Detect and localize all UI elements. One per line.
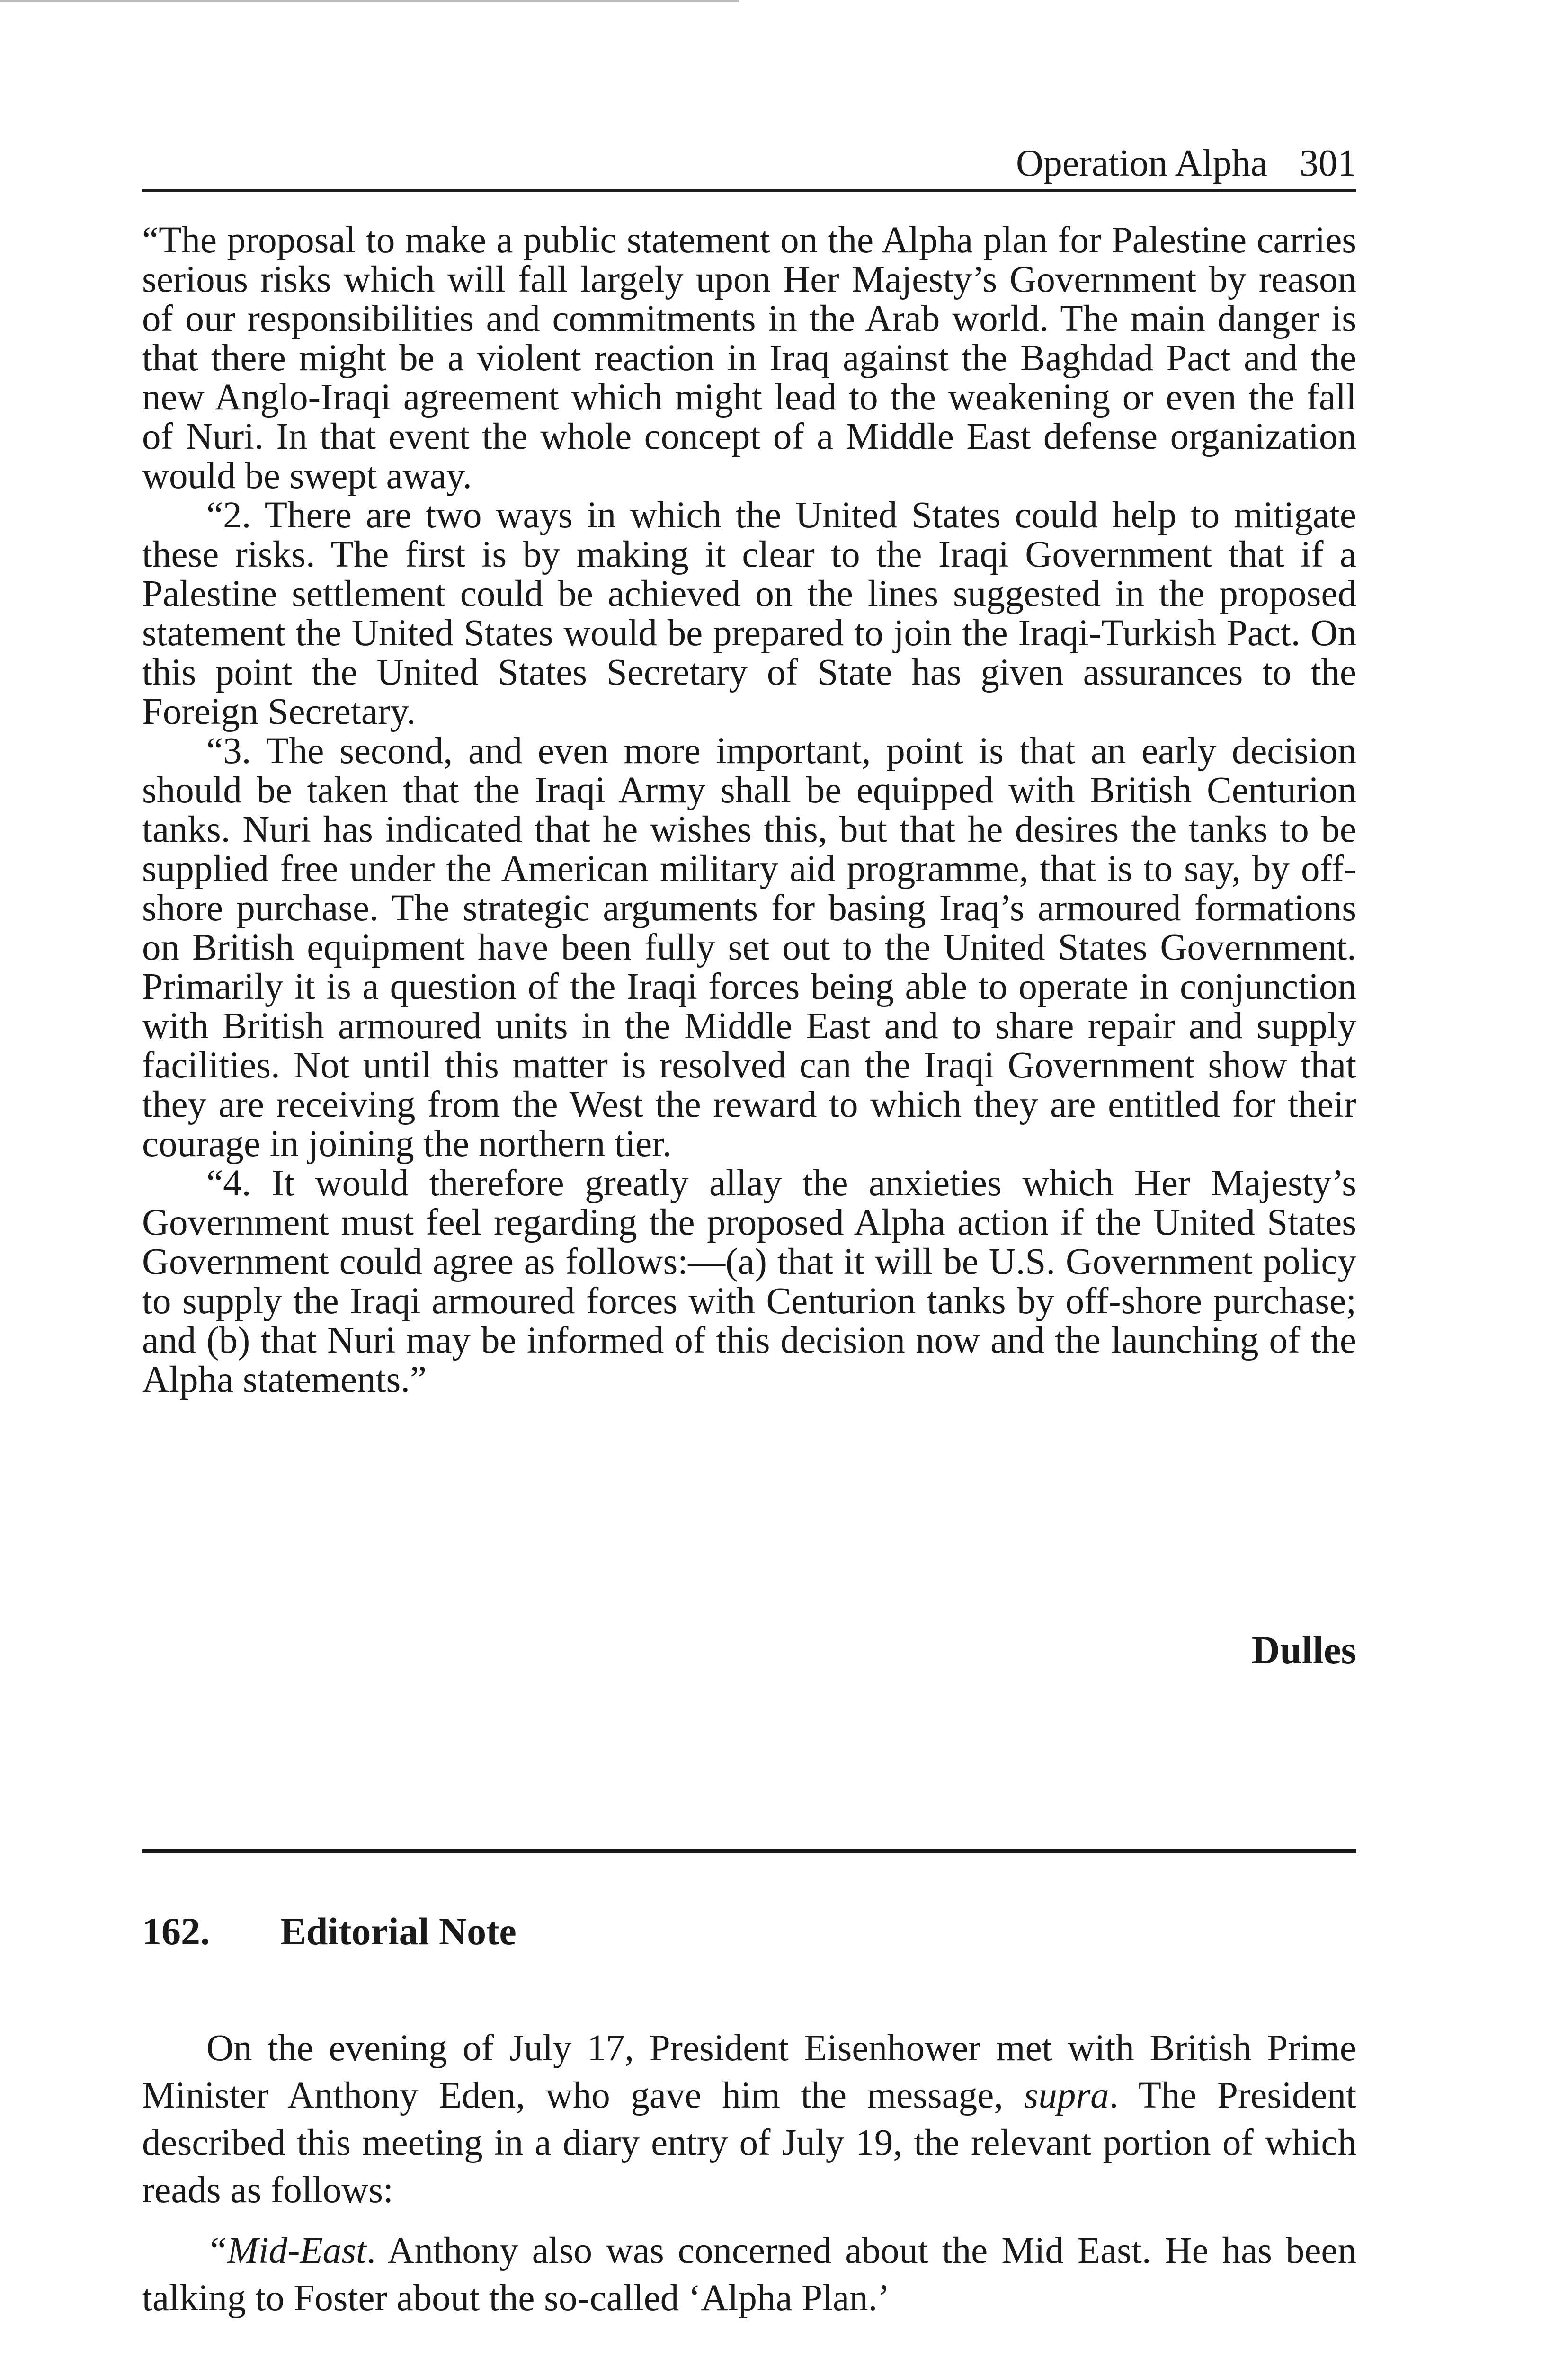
running-head-title: Operation Alpha <box>1016 142 1267 184</box>
note-paragraph-2-text: . Anthony also was concerned about the Mid East. He has been talking to Foster about the so-called ‘Alpha Plan.’ <box>142 2230 1356 2319</box>
note-paragraph-1-start: On the evening of July 17, President Eisenhower met with British Prime Minister Anthony Eden, who gave him the message, <box>142 2028 1356 2116</box>
supra-reference: supra <box>1024 2075 1109 2116</box>
scan-top-edge <box>0 0 739 2</box>
note-paragraph-1 <box>142 2025 1356 2214</box>
signature: Dulles <box>1251 1628 1356 1672</box>
page-number: 301 <box>1300 142 1356 184</box>
note-paragraph-1-end: . The President described this meeting in a diary entry of July 19, the relevant portion of which reads as follows: <box>142 2075 1357 2211</box>
quote-paragraph-4: “4. It would therefore greatly allay the anxieties which Her Majesty’s Government must feel regarding the proposed Alpha action if the United States Government could agree as follows:—(a) that it will be U.S. Government policy to supply the Iraqi armoured forces with Centurion tanks by off-shore purchase; and (b) that Nuri may be informed of this decision now and the launching of the Alpha statements.” <box>142 1163 1356 1400</box>
section-number: 162. <box>142 1910 210 1953</box>
diary-heading: “Mid-East <box>206 2230 366 2271</box>
quote-paragraph-3: “3. The second, and even more important, point is that an early decision should be taken that the Iraqi Army shall be equipped with British Centurion tanks. Nuri has indicated that he wishes this, but that he desires the tanks to be supplied free under the American military aid programme, that is to say, by off-shore purchase. The strategic arguments for basing Iraq’s armoured formations on British equipment have been fully set out to the United States Government. Primarily it is a question of the Iraqi forces being able to operate in conjunction with British armoured units in the Middle East and to share repair and supply facilities. Not until this matter is resolved can the Iraqi Government show that they are receiving from the West the reward to which they are entitled for their courage in joining the northern tier. <box>142 730 1356 1165</box>
quoted-message <box>142 221 1356 1399</box>
section-heading <box>142 1908 517 1955</box>
section-divider <box>142 1849 1356 1853</box>
quote-paragraph-2: “2. There are two ways in which the United States could help to mitigate these risks. The first is by making it clear to the Iraqi Government that if a Palestine settlement could be achieved on the lines suggested in the proposed statement the United States would be prepared to join the Iraqi-Turkish Pact. On this point the United States Secretary of State has given assurances to the Foreign Secretary. <box>142 495 1356 732</box>
running-head <box>142 137 1356 192</box>
section-title: Editorial Note <box>280 1910 517 1953</box>
editorial-note-body <box>142 2025 1356 2335</box>
quote-paragraph-1: “The proposal to make a public statement on the Alpha plan for Palestine carries serious risks which will fall largely upon Her Majesty’s Government by reason of our responsibilities and commitments in the Arab world. The main danger is that there might be a violent reaction in Iraq against the Baghdad Pact and the new Anglo-Iraqi agreement which might lead to the weakening or even the fall of Nuri. In that event the whole concept of a Middle East defense organization would be swept away. <box>142 220 1356 497</box>
note-paragraph-2 <box>142 2227 1356 2322</box>
